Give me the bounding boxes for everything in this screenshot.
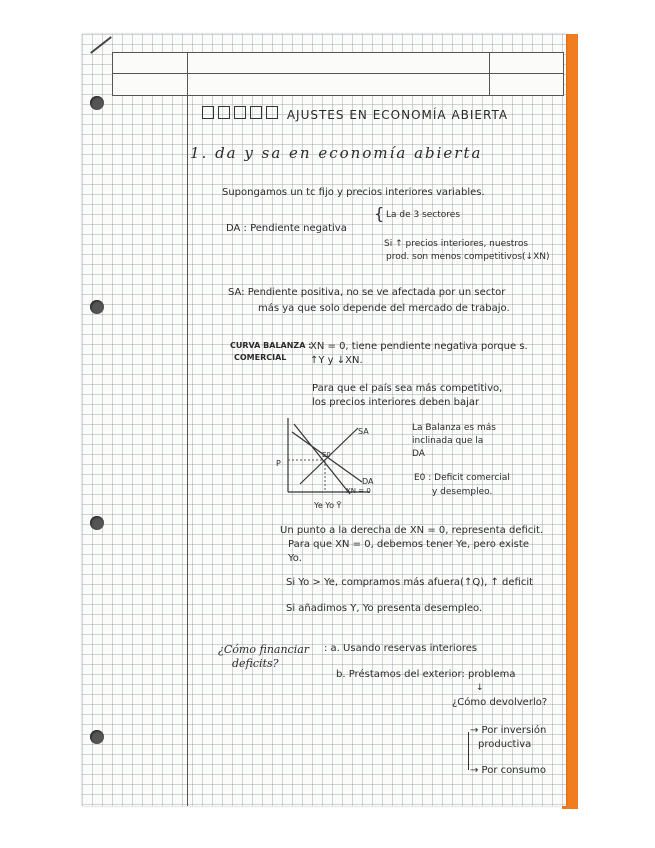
title-square <box>250 106 262 119</box>
graph-note: DA <box>412 449 425 459</box>
sa-label: SA <box>358 427 369 436</box>
brace: { <box>374 204 385 223</box>
graph-note: inclinada que la <box>412 436 484 446</box>
graph-note: La Balanza es más <box>412 423 496 433</box>
e0-note: y desempleo. <box>432 487 493 497</box>
financiar-question: ¿Cómo financiar <box>218 643 310 656</box>
intro-line: Supongamos un tc fijo y precios interiores variables. <box>222 187 485 198</box>
financiar-option: : a. Usando reservas interiores <box>324 643 478 654</box>
header-box <box>112 52 564 96</box>
x-axis-label: Ye Yo Ȳ <box>314 501 342 510</box>
section-heading: 1. da y sa en economía abierta <box>190 144 483 162</box>
bracket-line <box>468 732 469 770</box>
title-square <box>218 106 230 119</box>
title-square <box>234 106 246 119</box>
si-line: Si añadimos Y, Yo presenta desempleo. <box>286 603 483 614</box>
binder-hole <box>90 516 104 530</box>
title-square <box>202 106 214 119</box>
xn-curve <box>294 424 350 494</box>
page-title: AJUSTES EN ECONOMÍA ABIERTA <box>286 108 509 122</box>
punto-line: Yo. <box>288 553 302 564</box>
xn-label: XN = 0 <box>346 487 371 495</box>
cb-text: ↑Y y ↓XN. <box>310 355 363 366</box>
si-line: Si Yo > Ye, compramos más afuera(↑Q), ↑ deficit <box>286 577 534 588</box>
binder-hole <box>90 96 104 110</box>
option-inversion: productiva <box>478 739 532 750</box>
cb-text: XN = 0, tiene pendiente negativa porque s. <box>310 341 528 352</box>
binder-hole <box>90 730 104 744</box>
p-label: P <box>276 459 281 468</box>
binder-hole <box>90 300 104 314</box>
punto-line: Para que XN = 0, debemos tener Ye, pero existe <box>288 539 529 550</box>
e0-label: E0 <box>322 451 331 459</box>
option-inversion: → Por inversión <box>470 725 547 736</box>
da-note: prod. son menos competitivos(↓XN) <box>386 252 550 262</box>
sa-line: más ya que solo depende del mercado de trabajo. <box>258 303 510 314</box>
punto-line: Un punto a la derecha de XN = 0, representa deficit. <box>280 525 544 536</box>
financiar-option: b. Préstamos del exterior: problema <box>336 669 516 680</box>
financiar-question: deficits? <box>232 657 279 670</box>
title-row <box>202 106 508 121</box>
cb-label: CURVA BALANZA : <box>230 341 312 350</box>
title-square <box>266 106 278 119</box>
competitive-line: Para que el país sea más competitivo, <box>312 383 503 394</box>
arrow-down: ↓ <box>476 683 484 693</box>
competitive-line: los precios interiores deben bajar <box>312 397 480 408</box>
da-note: La de 3 sectores <box>386 210 461 220</box>
da-label-graph: DA <box>362 477 374 486</box>
sa-line: SA: Pendiente positiva, no se ve afectada por un sector <box>228 287 506 298</box>
option-consumo: → Por consumo <box>470 765 547 776</box>
da-note: Si ↑ precios interiores, nuestros <box>384 239 529 249</box>
devolverlo-question: ¿Cómo devolverlo? <box>452 697 548 708</box>
e0-note: E0 : Deficit comercial <box>414 473 510 483</box>
cb-label: COMERCIAL <box>234 353 287 362</box>
margin-line <box>187 94 188 806</box>
da-label: DA : Pendiente negativa <box>226 223 347 234</box>
